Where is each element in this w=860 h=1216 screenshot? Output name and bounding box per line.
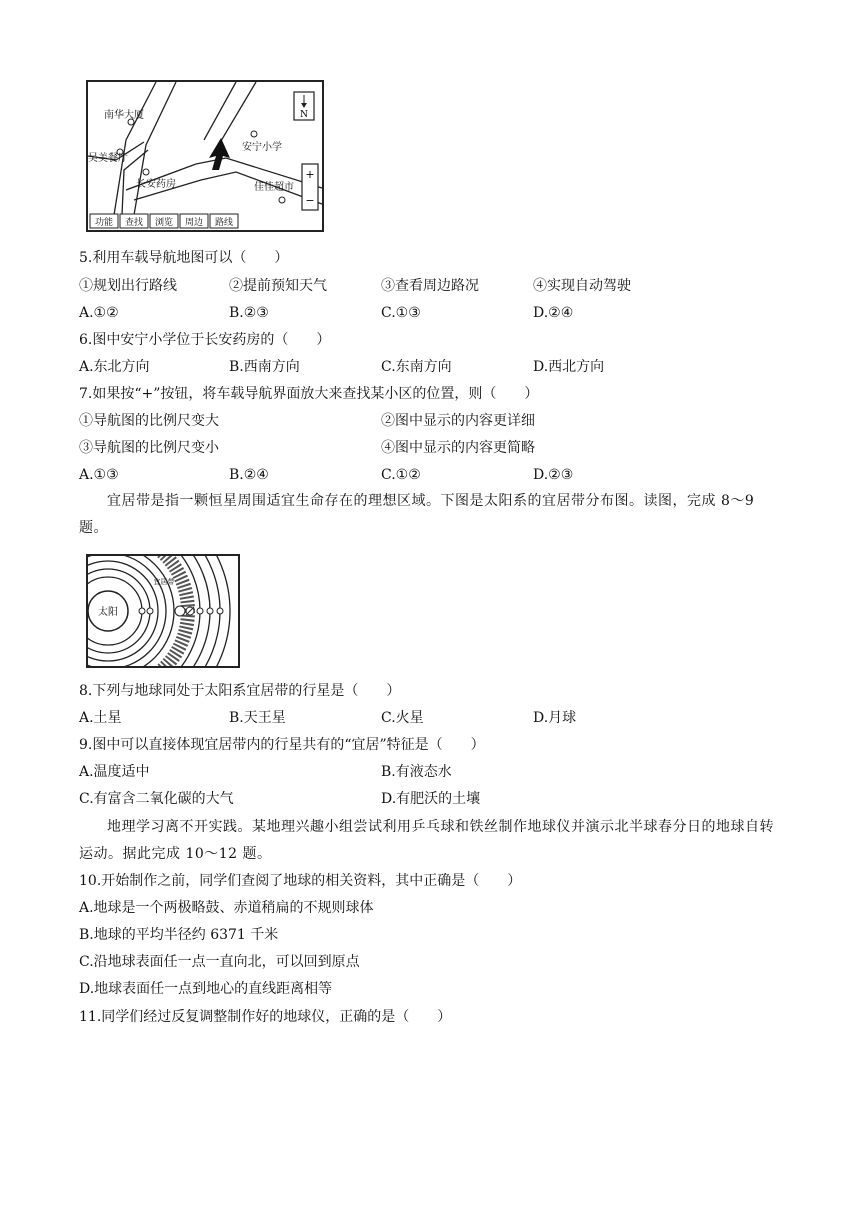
q5-stem: 5.利用车载导航地图可以（ ）	[79, 250, 289, 266]
q7-option-b[interactable]: B.②④	[229, 467, 269, 483]
q6-option-c[interactable]: C.东南方向	[381, 359, 452, 375]
q9-stem: 9.图中可以直接体现宜居带内的行星共有的“宜居”特征是（ ）	[79, 737, 485, 753]
q10-option-c[interactable]: C.沿地球表面任一点一直向北，可以回到原点	[79, 954, 360, 970]
q8-stem: 8.下列与地球同处于太阳系宜居带的行星是（ ）	[79, 683, 401, 699]
q10-option-a[interactable]: A.地球是一个两极略鼓、赤道稍扁的不规则球体	[79, 900, 374, 916]
place-label: 吴美餐厅	[88, 153, 128, 164]
q6-option-d[interactable]: D.西北方向	[533, 359, 605, 375]
menu-button[interactable]: 周边	[184, 218, 204, 228]
habitable-zone-figure	[86, 554, 240, 668]
q9-option-d[interactable]: D.有肥沃的土壤	[381, 791, 481, 807]
menu-button[interactable]: 浏览	[154, 218, 174, 228]
q10-option-b[interactable]: B.地球的平均半径约 6371 千米	[79, 927, 279, 943]
q5-option-a[interactable]: A.①②	[79, 305, 119, 321]
q10-stem: 10.开始制作之前，同学们查阅了地球的相关资料，其中正确是（ ）	[79, 873, 522, 889]
q7-option-a[interactable]: A.①③	[79, 467, 119, 483]
zoom-in-button[interactable]: +	[305, 168, 315, 181]
zoom-control	[302, 164, 318, 210]
intro-8-9: 宜居带是指一颗恒星周围适宜生命存在的理想区域。下图是太阳系的宜居带分布图。读图，完成 8～9 题。	[79, 493, 755, 536]
q9-option-b[interactable]: B.有液态水	[381, 764, 452, 780]
menu-button[interactable]: 功能	[94, 218, 114, 228]
zoom-out-button[interactable]: −	[305, 194, 315, 207]
place-label: 安宁小学	[242, 142, 282, 153]
q8-option-d[interactable]: D.月球	[533, 710, 577, 726]
q5-item: ④实现自动驾驶	[533, 278, 631, 294]
q11-stem: 11.同学们经过反复调整制作好的地球仪，正确的是（ ）	[79, 1009, 452, 1025]
q5-option-d[interactable]: D.②④	[533, 305, 574, 321]
habitable-zone-label: 宜居带	[153, 578, 175, 586]
place-label: 长安药房	[136, 179, 176, 190]
q5-item: ③查看周边路况	[381, 278, 479, 294]
q8-option-b[interactable]: B.天王星	[229, 710, 286, 726]
q7-stem: 7.如果按“+”按钮，将车载导航界面放大来查找某小区的位置，则（ ）	[79, 386, 539, 402]
place-label: 南华大厦	[104, 110, 144, 121]
q10-option-d[interactable]: D.地球表面任一点到地心的直线距离相等	[79, 981, 333, 997]
menu-button[interactable]: 查找	[124, 218, 144, 228]
q5-option-c[interactable]: C.①③	[381, 305, 421, 321]
north-label: N	[300, 110, 308, 120]
navigation-map-figure	[86, 80, 324, 232]
place-label: 佳佳超市	[254, 182, 294, 193]
q8-option-c[interactable]: C.火星	[381, 710, 424, 726]
north-arrow-icon	[294, 92, 314, 120]
sun-label: 太阳	[98, 607, 118, 618]
q5-option-b[interactable]: B.②③	[229, 305, 269, 321]
q6-option-b[interactable]: B.西南方向	[229, 359, 300, 375]
q7-item: ①导航图的比例尺变大	[79, 413, 219, 429]
q7-item: ③导航图的比例尺变小	[79, 440, 219, 456]
q6-stem: 6.图中安宁小学位于长安药房的（ ）	[79, 332, 331, 348]
q5-item: ②提前预知天气	[229, 278, 327, 294]
intro-10-12: 地理学习离不开实践。某地理兴趣小组尝试利用乒乓球和铁丝制作地球仪并演示北半球春分日的地球自转运动。据此完成 10～12 题。	[79, 819, 774, 862]
q7-option-c[interactable]: C.①②	[381, 467, 421, 483]
menu-button[interactable]: 路线	[214, 218, 234, 228]
q5-item: ①规划出行路线	[79, 278, 177, 294]
q6-option-a[interactable]: A.东北方向	[79, 359, 150, 375]
habitable-zone-diagram	[86, 554, 240, 668]
q7-item: ④图中显示的内容更简略	[381, 440, 535, 456]
navigation-map	[86, 80, 324, 232]
q7-option-d[interactable]: D.②③	[533, 467, 574, 483]
q9-option-c[interactable]: C.有富含二氧化碳的大气	[79, 791, 234, 807]
q8-option-a[interactable]: A.土星	[79, 710, 122, 726]
q7-item: ②图中显示的内容更详细	[381, 413, 535, 429]
q9-option-a[interactable]: A.温度适中	[79, 764, 150, 780]
